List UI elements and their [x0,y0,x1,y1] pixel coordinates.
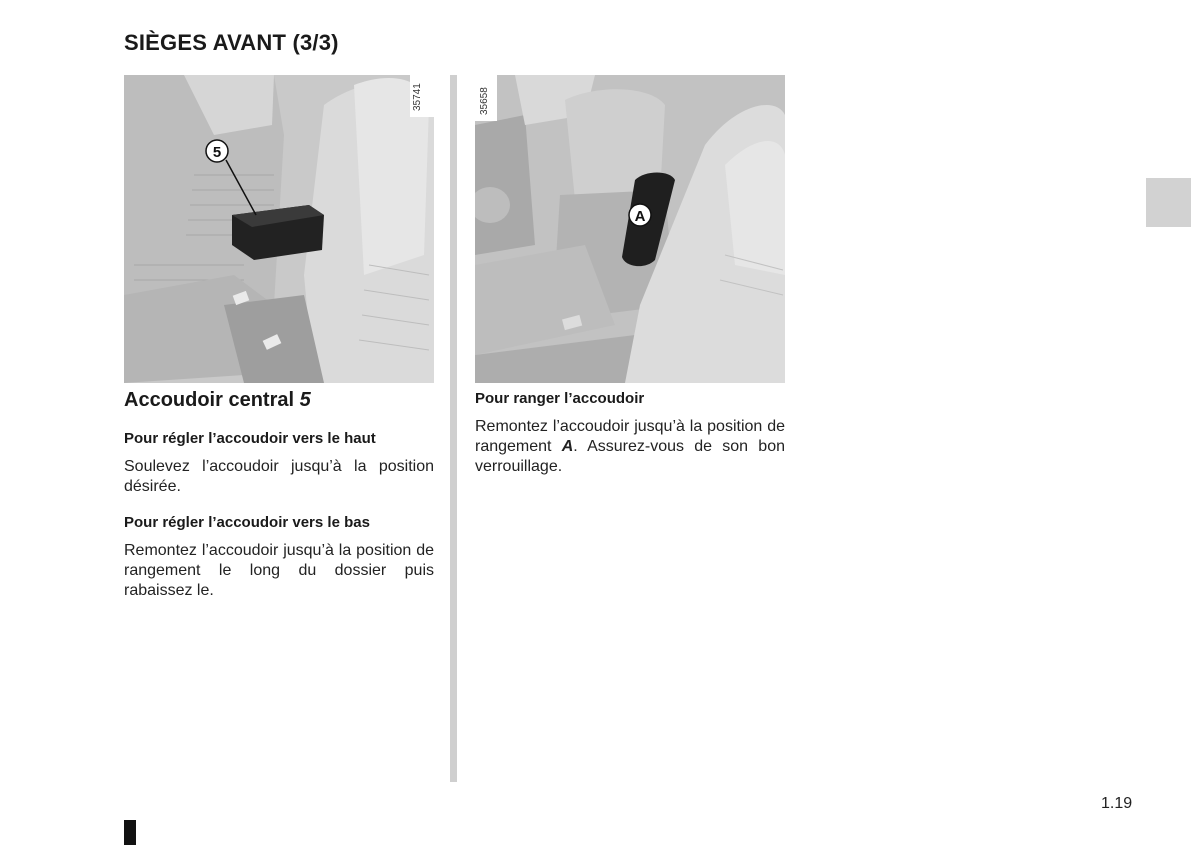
page-number: 1.19 [1101,795,1133,812]
section-title-text: Accoudoir central [124,389,300,411]
armrest-seat-illustration [124,75,434,383]
callout-5: 5 [212,144,222,161]
subheading-store: Pour ranger l’accoudoir [475,390,645,407]
subheading-lower: Pour régler l’accoudoir vers le bas [124,514,370,531]
column-divider [450,75,457,782]
paragraph-store [475,417,785,477]
paragraph-store-ref: A [561,438,574,455]
section-title [124,389,311,412]
page-title: SIÈGES AVANT (3/3) [124,30,339,55]
right-figure [475,75,785,383]
paragraph-raise: Soulevez l’accoudoir jusqu’à la position désirée. [124,458,434,495]
corner-mark [124,820,136,845]
paragraph-store-text: Remontez l’accoudoir jusqu’à la position de rangement [475,418,785,455]
paragraph-lower: Remontez l’accoudoir jusqu’à la position de rangement le long du dossier puis rabaissez le. [124,542,434,599]
callout-a: A [634,208,646,225]
left-figure [124,75,434,383]
section-title-ref: 5 [299,389,311,411]
subheading-raise: Pour régler l’accoudoir vers le haut [124,430,376,447]
paragraph-store-text-end: . Assurez-vous de son bon verrouillage. [475,438,786,475]
figure-reference-number: 35658 [479,87,490,115]
stowed-armrest-illustration [475,75,785,383]
chapter-tab [1146,178,1191,227]
figure-reference-number: 35741 [412,83,423,111]
